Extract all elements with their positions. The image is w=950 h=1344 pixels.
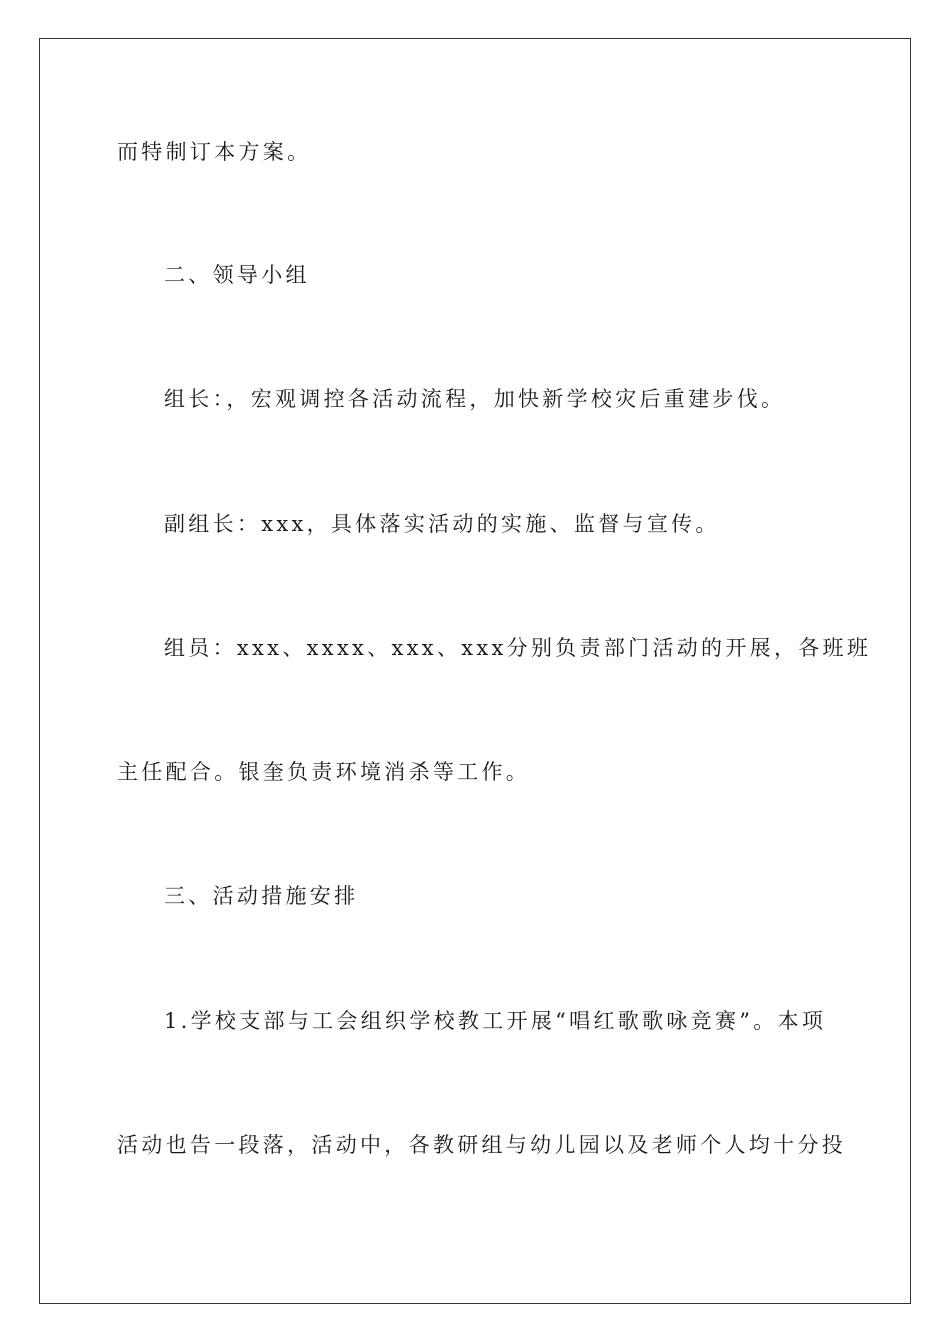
section-heading-leadership-group: 二、领导小组 [164,263,310,287]
paragraph-line-item-1-continued: 活动也告一段落，活动中，各教研组与幼儿园以及老师个人均十分投 [117,1133,846,1157]
paragraph-line-group-leader: 组长：，宏观调控各活动流程，加快新学校灾后重建步伐。 [164,387,786,411]
page-border [39,38,911,1304]
paragraph-line-deputy-leader: 副组长：xxx，具体落实活动的实施、监督与宣传。 [164,512,720,536]
paragraph-line-continuation: 而特制订本方案。 [117,140,312,164]
paragraph-line-members: 组员：xxx、xxxx、xxx、xxx分别负责部门活动的开展，各班班 [164,636,872,660]
paragraph-line-members-continued: 主任配合。银奎负责环境消杀等工作。 [117,760,531,784]
section-heading-activity-measures: 三、活动措施安排 [164,884,359,908]
paragraph-line-item-1: 1.学校支部与工会组织学校教工开展“唱红歌歌咏竞赛”。本项 [164,1009,827,1033]
